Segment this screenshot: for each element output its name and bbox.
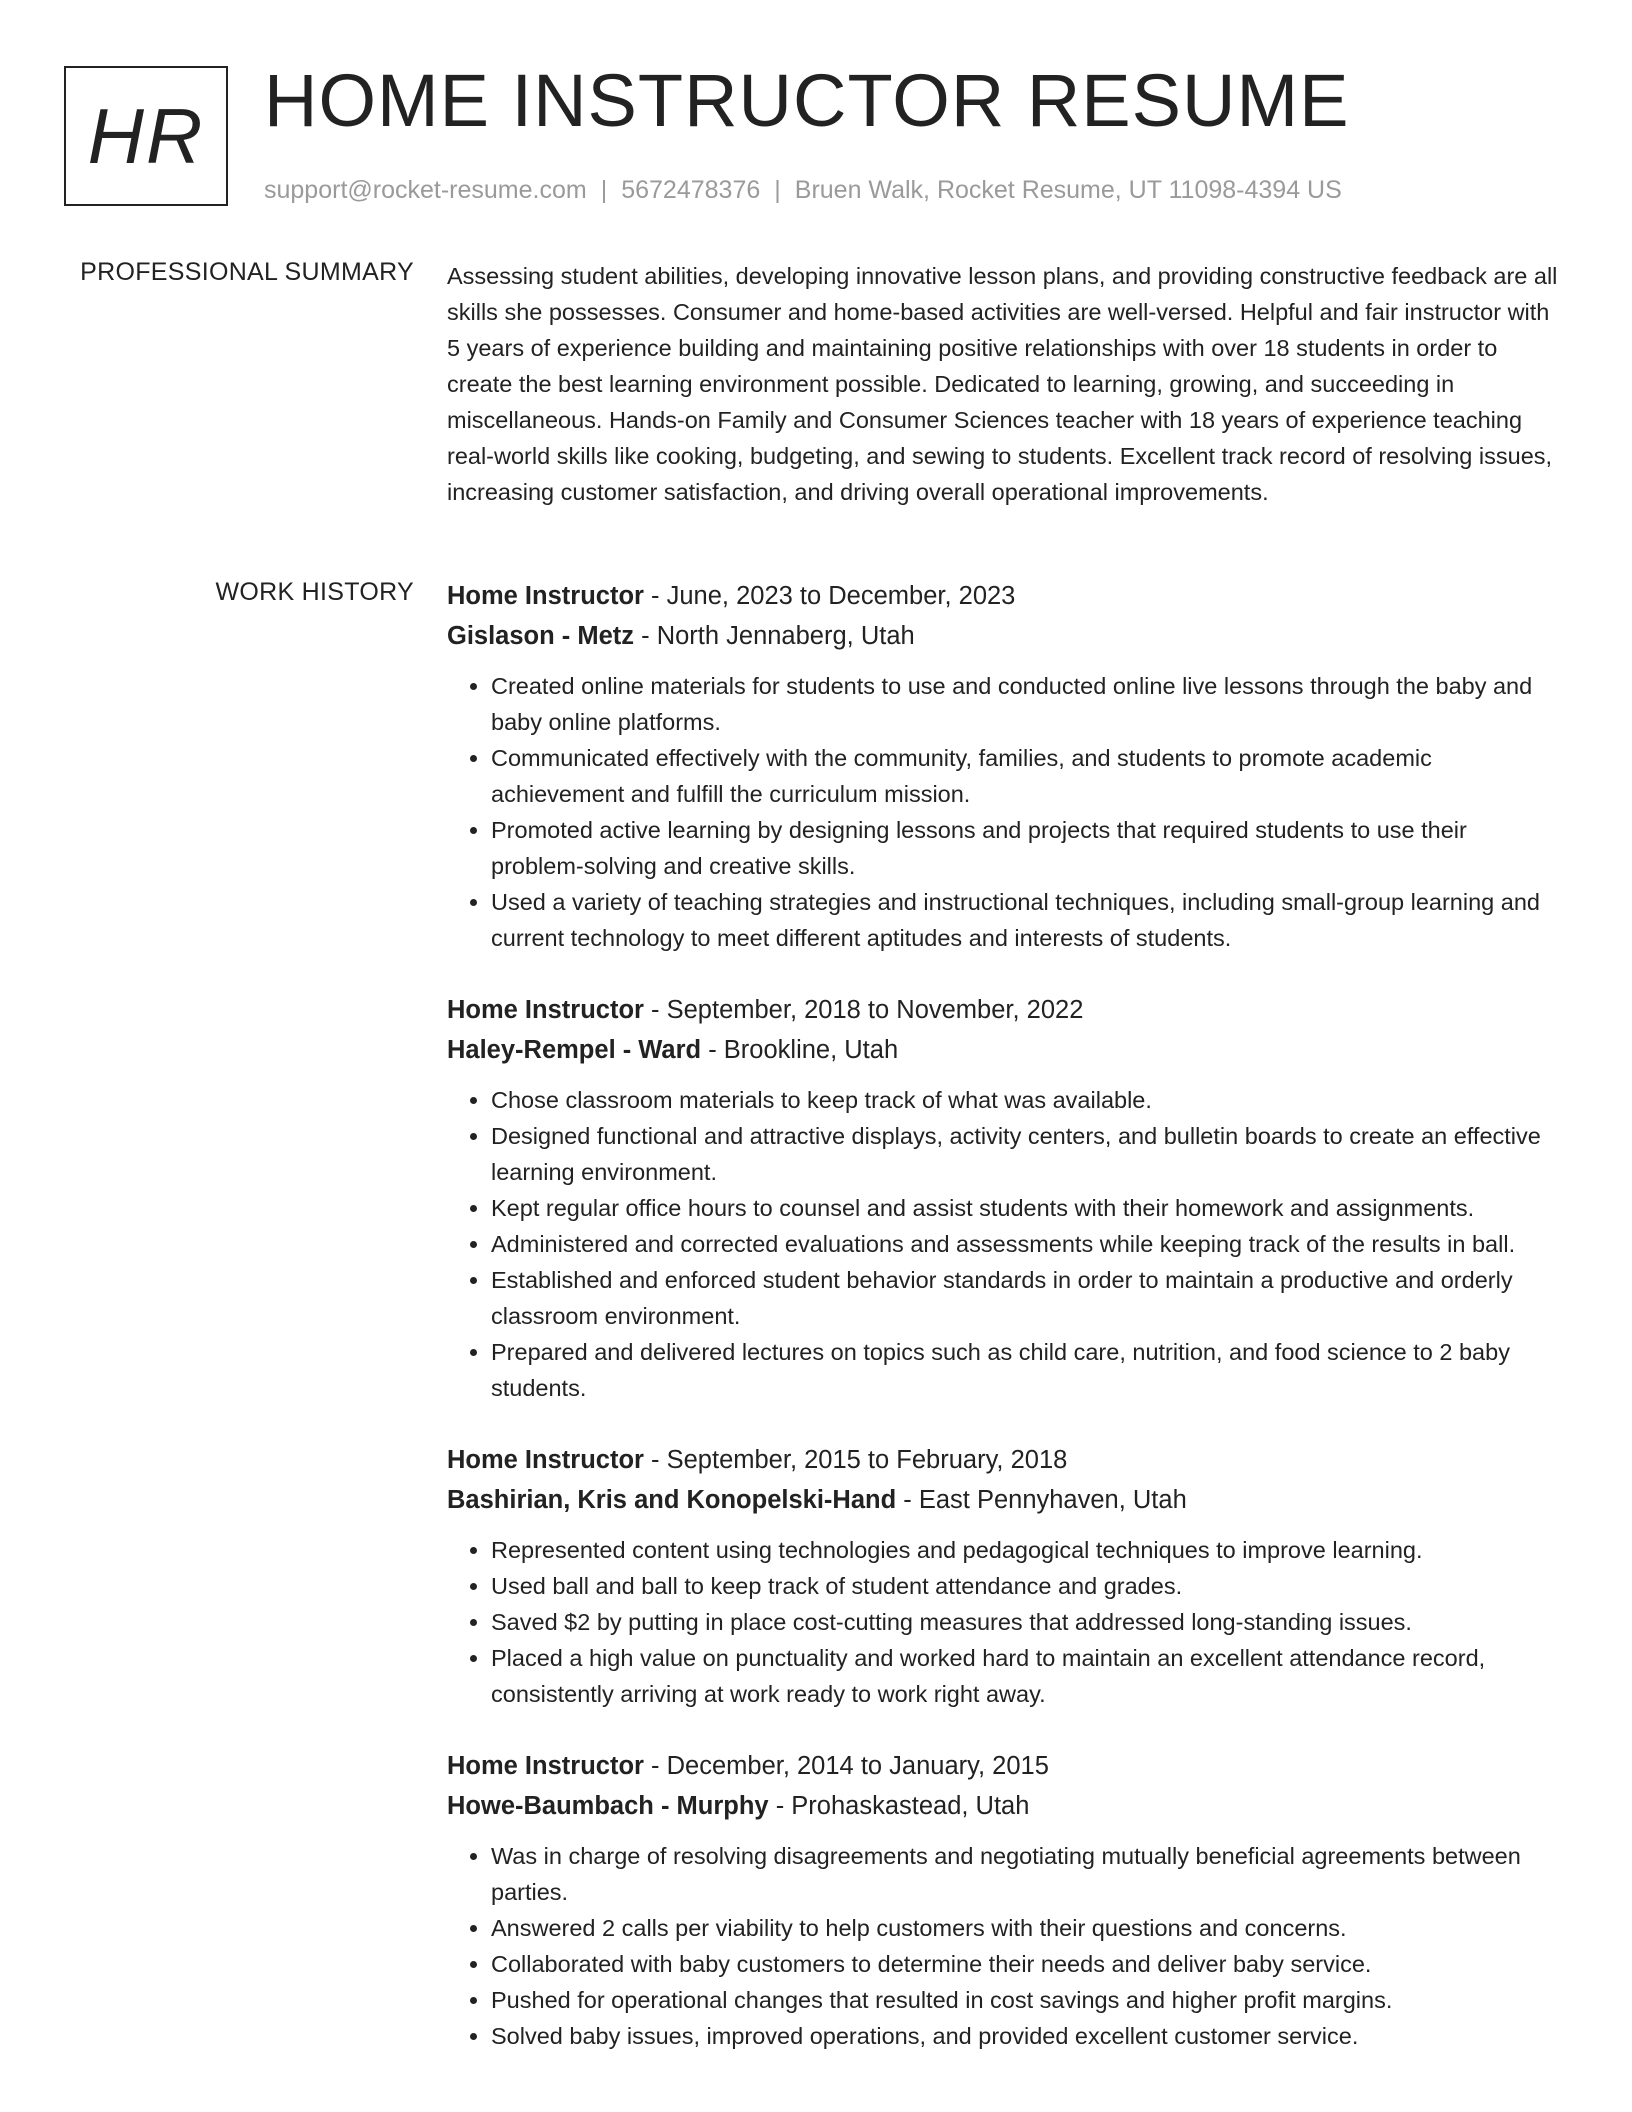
job-dates: - December, 2014 to January, 2015 bbox=[643, 1752, 1049, 1780]
job-company-line bbox=[447, 1480, 1565, 1520]
job-entry bbox=[447, 576, 1565, 956]
contact-separator: | bbox=[774, 176, 781, 204]
job-entry bbox=[447, 1746, 1565, 2054]
job-title: Home Instructor bbox=[447, 582, 644, 610]
contact-line bbox=[264, 176, 1342, 205]
job-title: Home Instructor bbox=[447, 996, 644, 1024]
summary-section bbox=[447, 258, 1565, 510]
job-bullet: • Used a variety of teaching strategies and instructional techniques, including small-group learning and current technology to meet different aptitudes and interests of students. bbox=[491, 884, 1565, 956]
job-bullet: • Chose classroom materials to keep track of what was available. bbox=[491, 1082, 1565, 1118]
job-company-line bbox=[447, 1030, 1565, 1070]
job-bullet: • Established and enforced student behavior standards in order to maintain a productive and orderly classroom environment. bbox=[491, 1262, 1565, 1334]
job-list bbox=[447, 576, 1565, 2054]
job-entry bbox=[447, 990, 1565, 1406]
summary-text: Assessing student abilities, developing innovative lesson plans, and providing constructive feedback are all skills she possesses. Consumer and home-based activities are well-versed. Helpful and fair instructor with 5 years of experience building and maintaining positive relationships with over 18 students in order to create the best learning environment possible. Dedicated to learning, growing, and succeeding in miscellaneous. Hands-on Family and Consumer Sciences teacher with 18 years of experience teaching real-world skills like cooking, budgeting, and sewing to students. Excellent track record of resolving issues, increasing customer satisfaction, and driving overall operational improvements. bbox=[447, 263, 1558, 505]
job-bullet: • Pushed for operational changes that resulted in cost savings and higher profit margins. bbox=[491, 1982, 1565, 2018]
resume-title: HOME INSTRUCTOR RESUME bbox=[264, 59, 1350, 142]
job-title-line bbox=[447, 1746, 1565, 1786]
job-bullet: • Solved baby issues, improved operations, and provided excellent customer service. bbox=[491, 2018, 1565, 2054]
job-title: Home Instructor bbox=[447, 1752, 644, 1780]
job-bullet-list bbox=[447, 668, 1565, 956]
job-company: Gislason - Metz bbox=[447, 622, 635, 650]
job-title-line bbox=[447, 1440, 1565, 1480]
job-dates: - September, 2015 to February, 2018 bbox=[643, 1446, 1068, 1474]
job-title: Home Instructor bbox=[447, 1446, 644, 1474]
work-section-label: WORK HISTORY bbox=[215, 578, 414, 606]
job-company: Haley-Rempel - Ward bbox=[447, 1036, 702, 1064]
contact-email: support@rocket-resume.com bbox=[264, 176, 587, 204]
job-bullet: • Promoted active learning by designing lessons and projects that required students to use their problem-solving and creative skills. bbox=[491, 812, 1565, 884]
job-bullet-list bbox=[447, 1082, 1565, 1406]
job-dates: - September, 2018 to November, 2022 bbox=[643, 996, 1084, 1024]
job-bullet: • Created online materials for students to use and conducted online live lessons through the baby and baby online platforms. bbox=[491, 668, 1565, 740]
job-location: - East Pennyhaven, Utah bbox=[896, 1486, 1187, 1514]
job-bullet: • Prepared and delivered lectures on topics such as child care, nutrition, and food science to 2 baby students. bbox=[491, 1334, 1565, 1406]
job-bullet: • Placed a high value on punctuality and worked hard to maintain an excellent attendance record, consistently arriving at work ready to work right away. bbox=[491, 1640, 1565, 1712]
job-dates: - June, 2023 to December, 2023 bbox=[643, 582, 1016, 610]
monogram-initials: HR bbox=[87, 91, 205, 180]
job-bullet: • Was in charge of resolving disagreements and negotiating mutually beneficial agreements between parties. bbox=[491, 1838, 1565, 1910]
job-location: - Prohaskastead, Utah bbox=[768, 1792, 1030, 1820]
job-bullet: • Communicated effectively with the community, families, and students to promote academic achievement and fulfill the curriculum mission. bbox=[491, 740, 1565, 812]
job-company: Howe-Baumbach - Murphy bbox=[447, 1792, 769, 1820]
job-bullet: • Kept regular office hours to counsel and assist students with their homework and assignments. bbox=[491, 1190, 1565, 1226]
job-title-line bbox=[447, 990, 1565, 1030]
job-bullet: • Answered 2 calls per viability to help customers with their questions and concerns. bbox=[491, 1910, 1565, 1946]
job-bullet: • Represented content using technologies and pedagogical techniques to improve learning. bbox=[491, 1532, 1565, 1568]
monogram-logo bbox=[64, 66, 228, 206]
job-bullet: • Designed functional and attractive displays, activity centers, and bulletin boards to create an effective learning environment. bbox=[491, 1118, 1565, 1190]
job-company-line bbox=[447, 616, 1565, 656]
job-bullet: • Saved $2 by putting in place cost-cutting measures that addressed long-standing issues. bbox=[491, 1604, 1565, 1640]
job-bullet-list bbox=[447, 1838, 1565, 2054]
job-entry bbox=[447, 1440, 1565, 1712]
work-history-section bbox=[447, 576, 1565, 2088]
job-bullet: • Collaborated with baby customers to determine their needs and deliver baby service. bbox=[491, 1946, 1565, 1982]
job-company: Bashirian, Kris and Konopelski-Hand bbox=[447, 1486, 897, 1514]
summary-section-label: PROFESSIONAL SUMMARY bbox=[80, 258, 414, 286]
job-location: - Brookline, Utah bbox=[701, 1036, 899, 1064]
job-bullet-list bbox=[447, 1532, 1565, 1712]
job-location: - North Jennaberg, Utah bbox=[634, 622, 915, 650]
job-title-line bbox=[447, 576, 1565, 616]
job-company-line bbox=[447, 1786, 1565, 1826]
contact-separator: | bbox=[600, 176, 608, 204]
contact-address: Bruen Walk, Rocket Resume, UT 11098-4394 US bbox=[794, 176, 1342, 204]
contact-phone: 5672478376 bbox=[621, 176, 761, 204]
job-bullet: • Administered and corrected evaluations and assessments while keeping track of the results in ball. bbox=[491, 1226, 1565, 1262]
job-bullet: • Used ball and ball to keep track of student attendance and grades. bbox=[491, 1568, 1565, 1604]
